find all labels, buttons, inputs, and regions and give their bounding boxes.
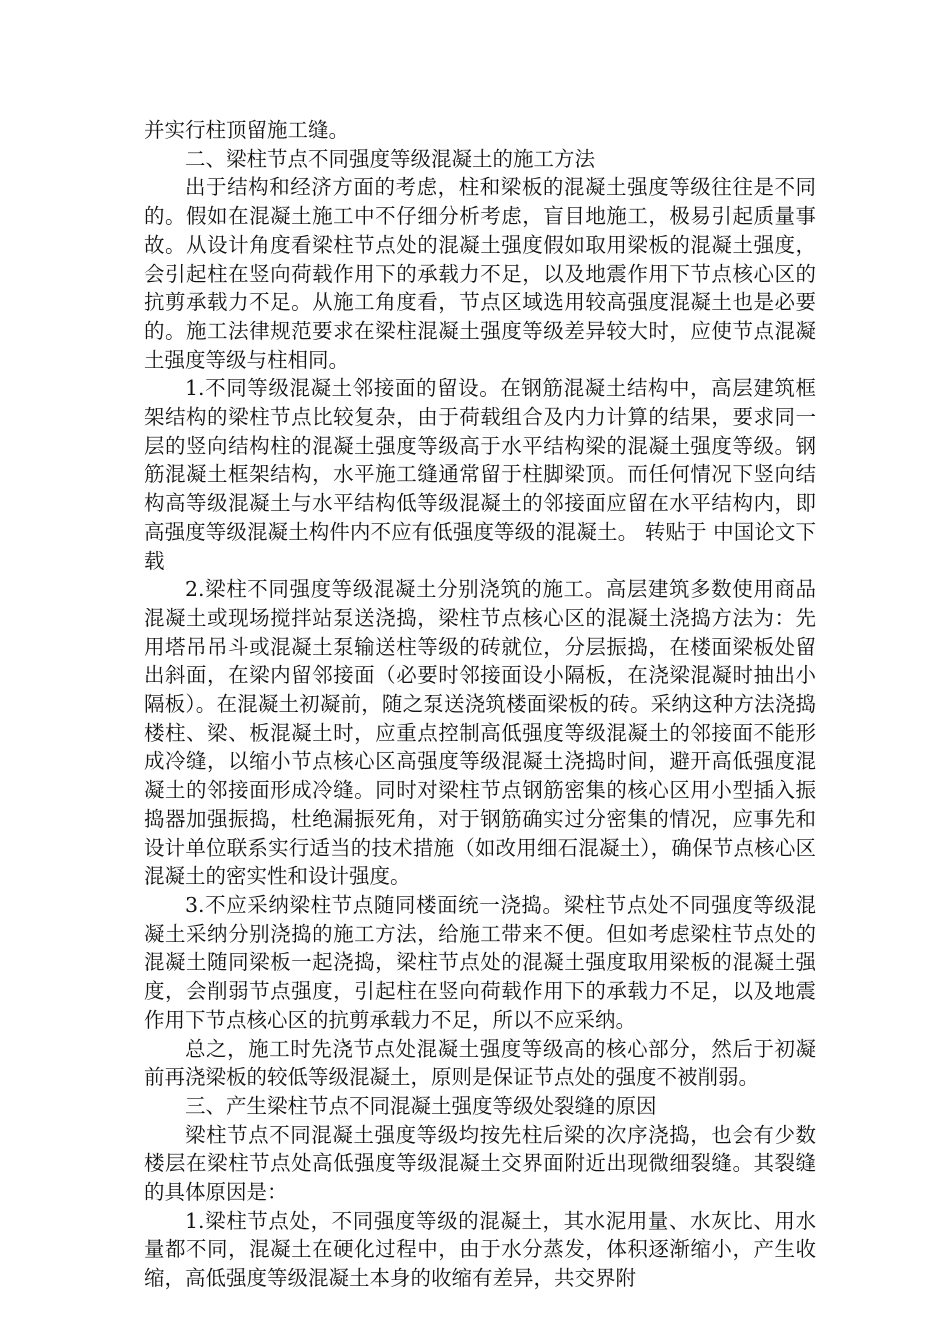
list-item-1: 1.不同等级混凝土邻接面的留设。在钢筋混凝土结构中，高层建筑框架结构的梁柱节点比较复杂，由于荷载组合及内力计算的结果，要求同一层的竖向结构柱的混凝土强度等级高于水平结构梁的混凝土强度等级。钢筋混凝土框架结构，水平施工缝通常留于柱脚梁顶。而任何情况下竖向结构高等级混凝土与水平结构低等级混凝土的邻接面应留在水平结构内，即高强度等级混凝土构件内不应有低强度等级的混凝土。 转贴于 中国论文下载 (144, 376, 816, 573)
list-item-3: 3.不应采纳梁柱节点随同楼面统一浇捣。梁柱节点处不同强度等级混凝土采纳分别浇捣的施工方法，给施工带来不便。但如考虑梁柱节点处的混凝土随同梁板一起浇捣，梁柱节点处的混凝土强度取用梁板的混凝土强度，会削弱节点强度，引起柱在竖向荷载作用下的承载力不足，以及地震作用下节点核心区的抗剪承载力不足，所以不应采纳。 (144, 892, 816, 1032)
paragraph-continuation: 并实行柱顶留施工缝。 (144, 118, 349, 142)
section-heading-2: 二、梁柱节点不同强度等级混凝土的施工方法 (185, 146, 595, 171)
document-body (144, 116, 816, 1293)
section-heading-3: 三、产生梁柱节点不同混凝土强度等级处裂缝的原因 (185, 1093, 657, 1118)
list-item-2: 2.梁柱不同强度等级混凝土分别浇筑的施工。高层建筑多数使用商品混凝土或现场搅拌站泵送浇捣，梁柱节点核心区的混凝土浇捣方法为：先用塔吊吊斗或混凝土泵输送柱等级的砖就位，分层振捣，在楼面梁板处留出斜面，在梁内留邻接面（必要时邻接面设小隔板，在浇梁混凝时抽出小隔板）。在混凝土初凝前，随之泵送浇筑楼面梁板的砖。采纳这种方法浇捣楼柱、梁、板混凝土时，应重点控制高低强度等级混凝土的邻接面不能形成冷缝，以缩小节点核心区高强度等级混凝土浇捣时间，避开高低强度混凝土的邻接面形成冷缝。同时对梁柱节点钢筋密集的核心区用小型插入振捣器加强振捣，杜绝漏振死角，对于钢筋确实过分密集的情况，应事先和设计单位联系实行适当的技术措施（如改用细石混凝土），确保节点核心区混凝土的密实性和设计强度。 (144, 577, 816, 889)
summary-paragraph: 总之，施工时先浇节点处混凝土强度等级高的核心部分，然后于初凝前再浇梁板的较低等级混凝土，原则是保证节点处的强度不被削弱。 (144, 1036, 816, 1090)
list-item-1: 1.梁柱节点处，不同强度等级的混凝土，其水泥用量、水灰比、用水量都不同，混凝土在硬化过程中，由于水分蒸发，体积逐渐缩小，产生收缩，高低强度等级混凝土本身的收缩有差异，共交界附 (144, 1208, 816, 1291)
paragraph: 梁柱节点不同混凝土强度等级均按先柱后梁的次序浇捣，也会有少数楼层在梁柱节点处高低强度等级混凝土交界面附近出现微细裂缝。其裂缝的具体原因是： (144, 1122, 816, 1205)
paragraph: 出于结构和经济方面的考虑，柱和梁板的混凝土强度等级往往是不同的。假如在混凝土施工中不仔细分析考虑，盲目地施工，极易引起质量事故。从设计角度看梁柱节点处的混凝土强度假如取用梁板的混凝土强度，会引起柱在竖向荷载作用下的承载力不足，以及地震作用下节点核心区的抗剪承载力不足。从施工角度看，节点区域选用较高强度混凝土也是必要的。施工法律规范要求在梁柱混凝土强度等级差异较大时，应使节点混凝土强度等级与柱相同。 (144, 175, 816, 372)
